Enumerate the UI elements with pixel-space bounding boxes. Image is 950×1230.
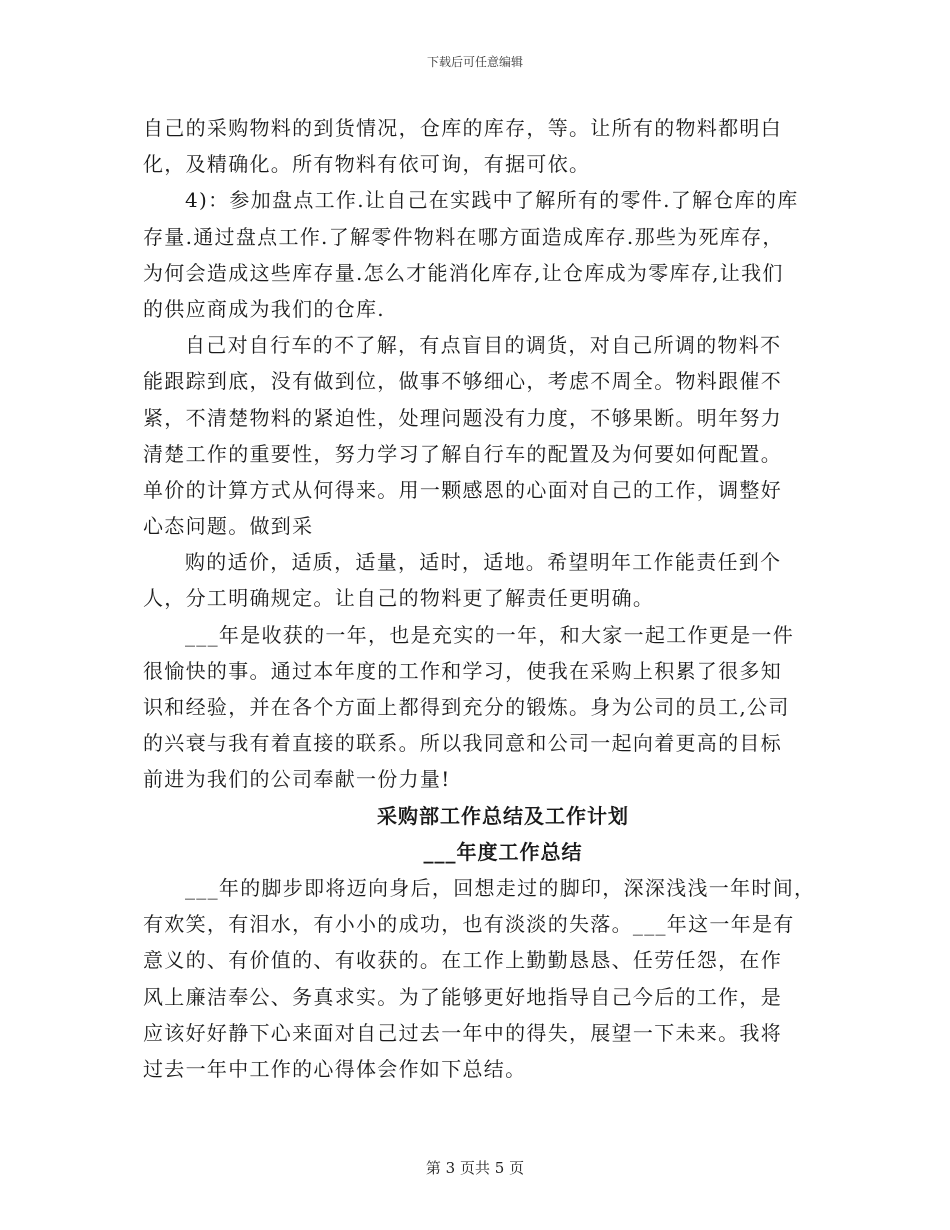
text-line: 过去一年中工作的心得体会作如下总结。 [143,1056,527,1081]
text-line: 自己的采购物料的到货情况，仓库的库存，等。让所有的物料都明白 [143,116,782,140]
text-line: 存量.通过盘点工作.了解零件物料在哪方面造成库存.那些为死库存， [143,224,784,249]
text-line: 为何会造成这些库存量.怎么才能消化库存,让仓库成为零库存,让我们 [143,260,784,285]
text-line: 心态问题。做到采 [143,514,314,539]
text-line: 清楚工作的重要性，努力学习了解自行车的配置及为何要如何配置。 [143,441,782,466]
text-line: ___年是收获的一年，也是充实的一年，和大家一起工作更是一件 [185,622,794,647]
section-heading: 采购部工作总结及工作计划 [377,803,629,828]
text-line: 紧，不清楚物料的紧迫性，处理问题没有力度，不够果断。明年努力 [143,405,782,430]
text-line: 识和经验，并在各个方面上都得到充分的锻炼。身为公司的员工,公司 [143,695,790,719]
text-line: 的供应商成为我们的仓库. [143,296,385,321]
page-number: 第 3 页共 5 页 [425,1159,525,1177]
text-line: 应该好好静下心来面对自己过去一年中的得失，展望一下未来。我将 [143,1020,782,1045]
section-heading: ___年度工作总结 [423,839,583,864]
text-line: 风上廉洁奉公、务真求实。为了能够更好地指导自己今后的工作，是 [143,984,782,1009]
text-line: 4)：参加盘点工作.让自己在实践中了解所有的零件.了解仓库的库 [185,188,799,213]
text-line: 有欢笑，有泪水，有小小的成功，也有淡淡的失落。___年这一年是有 [143,912,795,937]
text-line: 自己对自行车的不了解，有点盲目的调货，对自己所调的物料不 [185,333,782,358]
document-body [143,110,823,1087]
text-line: 人，分工明确规定。让自己的物料更了解责任更明确。 [143,586,655,611]
text-line: 单价的计算方式从何得来。用一颗感恩的心面对自己的工作，调整好 [143,477,782,502]
page-header: 下载后可任意编辑 [426,55,523,69]
text-line: 很愉快的事。通过本年度的工作和学习，使我在采购上积累了很多知 [143,658,782,683]
text-line: 能跟踪到底，没有做到位，做事不够细心，考虑不周全。物料跟催不 [143,369,782,394]
text-line: 意义的、有价值的、有收获的。在工作上勤勤恳恳、任劳任怨，在作 [143,948,782,973]
text-line: 前进为我们的公司奉献一份力量! [143,767,451,792]
text-line: 的兴衰与我有着直接的联系。所以我同意和公司一起向着更高的目标 [143,731,782,756]
text-line: 购的适价，适质，适量，适时，适地。希望明年工作能责任到个 [185,550,782,575]
text-line: ___年的脚步即将迈向身后，回想走过的脚印，深深浅浅一年时间， [185,875,816,900]
text-line: 化，及精确化。所有物料有依可询，有据可依。 [143,152,591,177]
